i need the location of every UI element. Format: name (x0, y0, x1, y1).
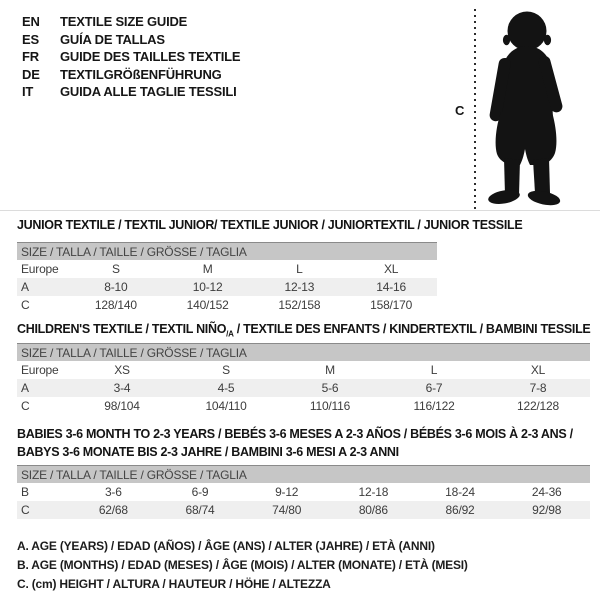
row-label: C (21, 503, 30, 517)
list-item (22, 31, 240, 49)
junior-size-table (17, 242, 437, 314)
height-cell: 68/74 (185, 503, 215, 517)
size-cell: XL (530, 363, 546, 377)
list-item (22, 66, 240, 84)
height-cell: 80/86 (358, 503, 388, 517)
size-cell: XS (114, 363, 130, 377)
legend-block (17, 537, 468, 594)
age-cell: 7-8 (529, 381, 547, 395)
height-cell: 92/98 (532, 503, 562, 517)
toddler-silhouette-icon (478, 8, 572, 210)
table-row-age (17, 278, 437, 296)
row-label: A (21, 381, 29, 395)
language-title-list (22, 13, 240, 101)
table-row-height (17, 296, 437, 314)
height-cell: 140/152 (186, 298, 229, 312)
children-size-table (17, 343, 590, 415)
list-item (22, 83, 240, 101)
heading-text: / TEXTILE DES ENFANTS / KINDERTEXTIL / BAMBINI TESSILE (233, 322, 591, 336)
list-item (22, 48, 240, 66)
age-cell: 3-6 (104, 485, 122, 499)
size-cell: S (111, 262, 120, 276)
table-row-europe (17, 260, 437, 278)
age-cell: 9-12 (275, 485, 299, 499)
age-cell: 18-24 (445, 485, 475, 499)
language-title: TEXTILE SIZE GUIDE (60, 14, 188, 30)
table-row-height (17, 397, 590, 415)
language-title: GUÍA DE TALLAS (60, 31, 165, 47)
height-cell: 98/104 (104, 399, 140, 413)
row-label: B (21, 485, 29, 499)
language-title: GUIDA ALLE TAGLIE TESSILI (60, 84, 237, 100)
height-cell: 104/110 (205, 399, 247, 413)
table-header-bar: SIZE / TALLA / TAILLE / GRÖSSE / TAGLIA (17, 242, 437, 260)
table-header-bar: SIZE / TALLA / TAILLE / GRÖSSE / TAGLIA (17, 343, 590, 361)
heading-subscript: /A (226, 329, 234, 339)
row-label: Europe (21, 363, 59, 377)
children-section-heading (17, 320, 590, 344)
table-row-months (17, 483, 590, 501)
size-cell: XL (383, 262, 399, 276)
table-row-height (17, 501, 590, 519)
height-cell: 86/92 (445, 503, 475, 517)
age-cell: 24-36 (531, 485, 562, 499)
language-code: FR (22, 49, 39, 65)
age-cell: 12-18 (358, 485, 389, 499)
height-cell: 128/140 (94, 298, 137, 312)
language-code: DE (22, 66, 40, 82)
table-row-age (17, 379, 590, 397)
age-cell: 8-10 (104, 280, 128, 294)
babies-section-heading (17, 425, 573, 461)
age-cell: 12-13 (284, 280, 315, 294)
heading-text: CHILDREN'S TEXTILE / TEXTIL NIÑO (17, 322, 227, 336)
table-header-bar: SIZE / TALLA / TAILLE / GRÖSSE / TAGLIA (17, 465, 590, 483)
row-label: A (21, 280, 29, 294)
height-cell: 122/128 (517, 399, 559, 413)
size-cell: L (296, 262, 303, 276)
table-row-europe (17, 361, 590, 379)
section-divider (0, 210, 600, 211)
heading-line-1: BABIES 3-6 MONTH TO 2-3 YEARS / BEBÉS 3-6 MESES A 2-3 AÑOS / BÉBÉS 3-6 MOIS À 2-3 ANS / (17, 427, 573, 441)
height-cell: 110/116 (309, 399, 351, 413)
language-code: EN (22, 14, 40, 30)
row-label: C (21, 298, 30, 312)
height-measure-label: C (455, 103, 465, 118)
age-cell: 5-6 (321, 381, 339, 395)
legend-line-c: C. (cm) HEIGHT / ALTURA / HAUTEUR / HÖHE / ALTEZZA (17, 577, 331, 591)
row-label: Europe (21, 262, 59, 276)
age-cell: 14-16 (376, 280, 406, 294)
age-cell: 4-5 (217, 381, 235, 395)
size-cell: M (325, 363, 335, 377)
height-measure-dotted-line (474, 9, 476, 210)
age-cell: 6-9 (191, 485, 209, 499)
height-cell: 74/80 (272, 503, 302, 517)
age-cell: 10-12 (192, 280, 223, 294)
height-cell: 158/170 (370, 298, 413, 312)
size-cell: S (222, 363, 230, 377)
height-cell: 116/122 (413, 399, 455, 413)
junior-section-heading: JUNIOR TEXTILE / TEXTIL JUNIOR/ TEXTILE JUNIOR / JUNIORTEXTIL / JUNIOR TESSILE (17, 218, 523, 232)
language-title: TEXTILGRÖßENFÜHRUNG (60, 66, 222, 82)
legend-line-a: A. AGE (YEARS) / EDAD (AÑOS) / ÂGE (ANS) / ALTER (JAHRE) / ETÀ (ANNI) (17, 539, 435, 553)
height-cell: 62/68 (98, 503, 128, 517)
list-item (22, 13, 240, 31)
size-cell: M (202, 262, 213, 276)
row-label: C (21, 399, 30, 413)
age-cell: 6-7 (425, 381, 443, 395)
age-cell: 3-4 (113, 381, 131, 395)
height-cell: 152/158 (278, 298, 321, 312)
language-title: GUIDE DES TAILLES TEXTILE (60, 49, 241, 65)
language-code: IT (22, 84, 34, 100)
language-code: ES (22, 31, 39, 47)
heading-line-2: BABYS 3-6 MONATE BIS 2-3 JAHRE / BAMBINI 3-6 MESI A 2-3 ANNI (17, 445, 399, 459)
legend-line-b: B. AGE (MONTHS) / EDAD (MESES) / ÂGE (MOIS) / ALTER (MONATE) / ETÀ (MESI) (17, 558, 468, 572)
size-cell: L (430, 363, 438, 377)
babies-size-table (17, 465, 590, 519)
